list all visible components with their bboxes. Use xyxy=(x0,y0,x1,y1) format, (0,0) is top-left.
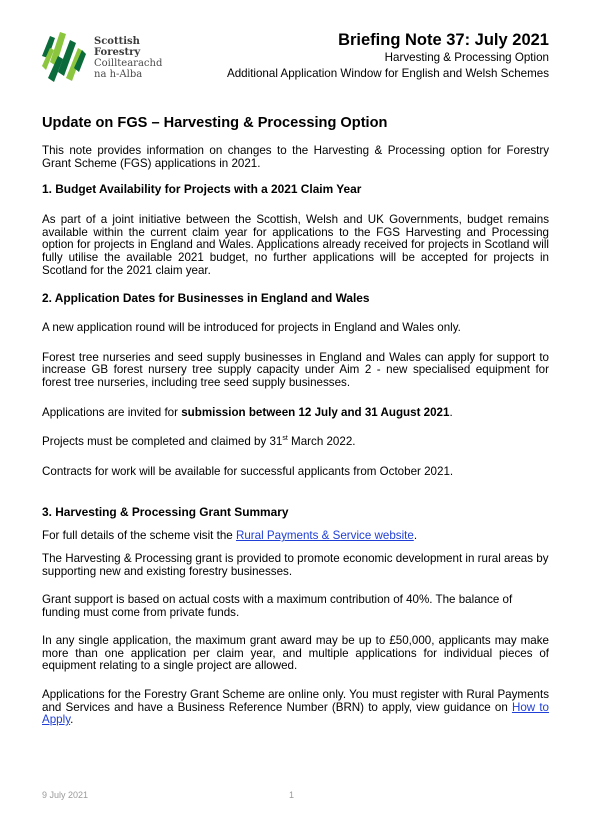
scottish-forestry-logo xyxy=(38,26,198,86)
logo-name-en-2: Forestry xyxy=(94,47,141,58)
submission-text: Applications are invited for xyxy=(42,405,182,419)
apply-period: . xyxy=(70,713,74,727)
details-text: For full details of the scheme visit the xyxy=(42,529,236,543)
logo-name-gd-1: Coilltearachd xyxy=(94,58,163,69)
apply-text: Applications for the Forestry Grant Scheme are online only. You must register with Rural Payments and Services and have a Business Reference Number (BRN) to apply, view guidance on xyxy=(42,688,549,714)
section-3-paragraph-1 xyxy=(42,530,549,543)
section-2-paragraph-2: Forest tree nurseries and seed supply businesses in England and Wales can apply for support to increase GB forest nursery tree supply capacity under Aim 2 - new specialised equipment for forest tree nurseries, including tree seed supply businesses. xyxy=(42,350,549,389)
footer-page-number: 1 xyxy=(289,790,295,800)
submission-dates: submission between 12 July and 31 August 2021 xyxy=(181,405,450,419)
briefing-title: Briefing Note 37: July 2021 xyxy=(338,31,549,49)
section-3-paragraph-3: Grant support is based on actual costs with a maximum contribution of 40%. The balance of funding must come from private funds. xyxy=(42,593,513,619)
section-3-paragraph-4: In any single application, the maximum grant award may be up to £50,000, applicants may make more than one application per claim year, and multiple applications for individual pieces of equipment relating to a single project are allowed. xyxy=(42,634,549,673)
section-1-heading: 1. Budget Availability for Projects with a 2021 Claim Year xyxy=(42,182,362,197)
submission-period: . xyxy=(449,405,453,419)
briefing-subtitle-1: Harvesting & Processing Option xyxy=(384,51,549,64)
logo-name-gd-2: na h-Alba xyxy=(94,69,143,80)
details-period: . xyxy=(413,529,418,543)
section-2-paragraph-4 xyxy=(42,436,549,449)
logo-name-en-1: Scottish xyxy=(94,36,140,47)
section-2-paragraph-1: A new application round will be introduced for projects in England and Wales only. xyxy=(42,321,461,335)
tree-logo-icon xyxy=(38,26,90,86)
briefing-subtitle-2: Additional Application Window for English and Welsh Schemes xyxy=(226,67,549,80)
ordinal-suffix: st xyxy=(282,435,288,443)
briefing-header xyxy=(227,30,549,82)
rural-payments-link[interactable]: Rural Payments & Service website xyxy=(235,529,414,543)
how-to-apply-link[interactable]: How to Apply xyxy=(42,700,549,727)
section-3-heading: 3. Harvesting & Processing Grant Summary xyxy=(42,505,289,520)
section-3-paragraph-2: The Harvesting & Processing grant is provided to promote economic development in rural areas by supporting new and existing forestry businesses. xyxy=(42,551,549,578)
completion-date: March 2022. xyxy=(287,435,356,449)
section-2-paragraph-5: Contracts for work will be available for successful applicants from October 2021. xyxy=(42,464,454,478)
intro-paragraph: This note provides information on changes to the Harvesting & Processing option for Forestry Grant Scheme (FGS) applications in 2021. xyxy=(42,144,549,170)
document-heading: Update on FGS – Harvesting & Processing Option xyxy=(42,115,388,131)
document-body xyxy=(42,114,549,727)
footer-date: 9 July 2021 xyxy=(42,790,89,800)
section-2-paragraph-3 xyxy=(42,407,549,420)
section-3-paragraph-5 xyxy=(42,689,549,727)
logo-wordmark xyxy=(94,36,162,80)
completion-text: Projects must be completed and claimed by 31 xyxy=(42,435,283,449)
section-1-paragraph: As part of a joint initiative between the Scottish, Welsh and UK Governments, budget remains available within the current claim year for applications to the FGS Harvesting and Processing option for projects in England and Wales. Applications already received for projects in Scotland will fully utilise the available 2021 budget, no further applications will be accepted for projects in Scotland for the 2021 claim year. xyxy=(42,213,549,277)
section-2-heading: 2. Application Dates for Businesses in England and Wales xyxy=(42,291,370,306)
